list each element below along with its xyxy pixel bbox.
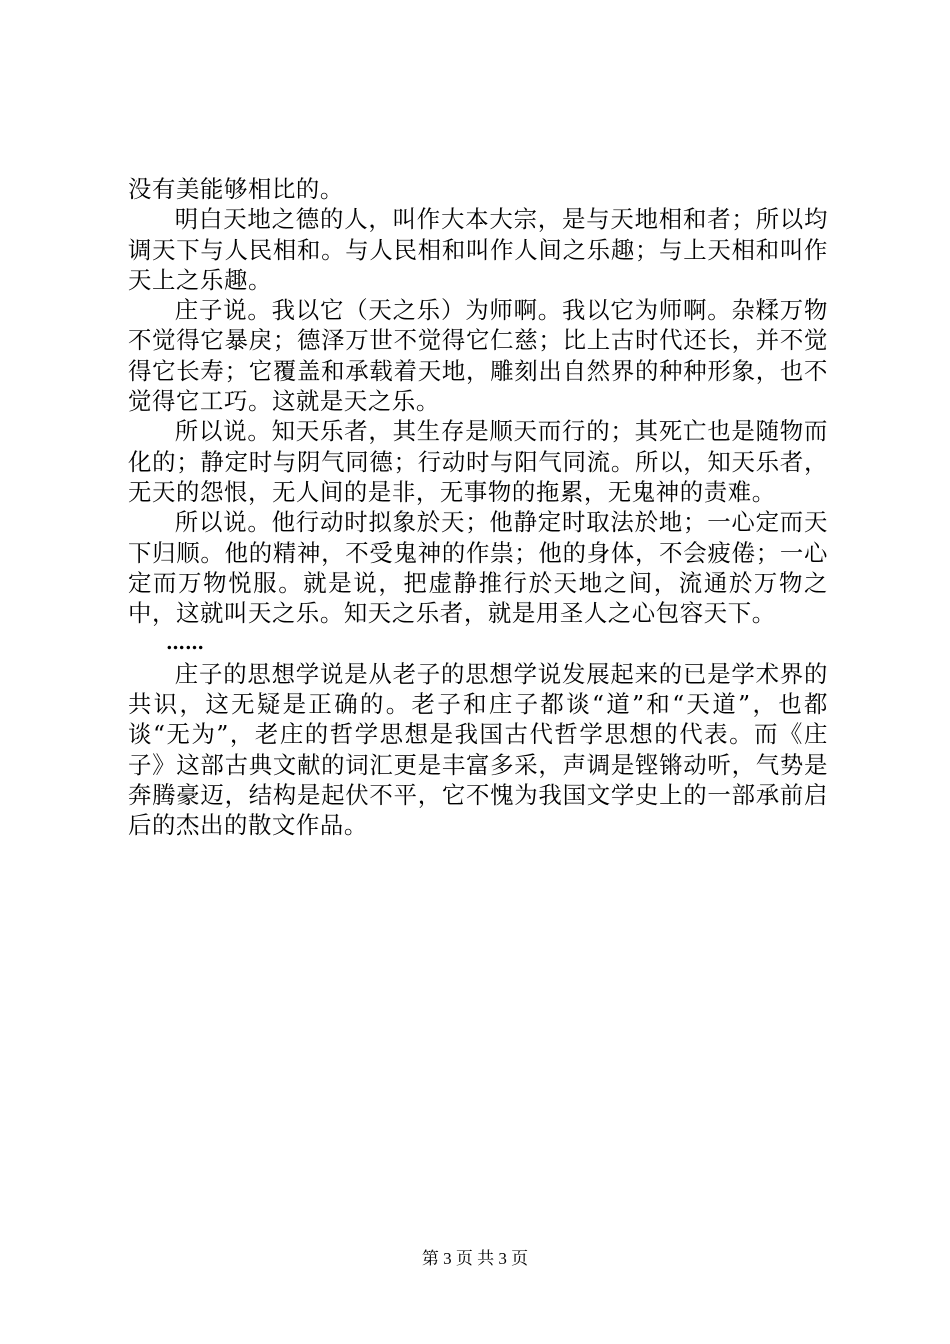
paragraph-1: 没有美能够相比的。 <box>128 175 344 203</box>
page-footer: 第 3 页 共 3 页 <box>421 1249 529 1268</box>
paragraph-3: 庄子说。我以它（天之乐）为师啊。我以它为师啊。杂糅万物不觉得它暴戾；德泽万世不觉得它仁慈；比上古时代还长，并不觉得它长寿；它覆盖和承载着天地，雕刻出自然界的种种形象，也不觉得它工巧。这就是天之乐。 <box>128 296 828 416</box>
paragraph-2: 明白天地之德的人，叫作大本大宗，是与天地相和者；所以均调天下与人民相和。与人民相和叫作人间之乐趣；与上天相和叫作天上之乐趣。 <box>128 205 828 294</box>
paragraph-4: 所以说。知天乐者，其生存是顺天而行的；其死亡也是随物而化的；静定时与阴气同德；行动时与阳气同流。所以，知天乐者，无天的怨恨，无人间的是非，无事物的拖累，无鬼神的责难。 <box>128 417 828 506</box>
paragraph-5: 所以说。他行动时拟象於天；他静定时取法於地；一心定而天下归顺。他的精神，不受鬼神的作祟；他的身体，不会疲倦；一心定而万物悦服。就是说，把虚静推行於天地之间，流通於万物之中，这就叫天之乐。知天之乐者，就是用圣人之心包容天下。 <box>128 508 828 628</box>
paragraph-7: 庄子的思想学说是从老子的思想学说发展起来的已是学术界的共识，这无疑是正确的。老子和庄子都谈“道”和“天道”，也都谈“无为”，老庄的哲学思想是我国古代哲学思想的代表。而《庄子》这部古典文献的词汇更是丰富多采，声调是铿锵动听，气势是奔腾豪迈，结构是起伏不平，它不愧为我国文学史上的一部承前启后的杰出的散文作品。 <box>128 659 828 840</box>
document-body <box>128 174 828 841</box>
ellipsis-separator: …… <box>166 632 204 655</box>
